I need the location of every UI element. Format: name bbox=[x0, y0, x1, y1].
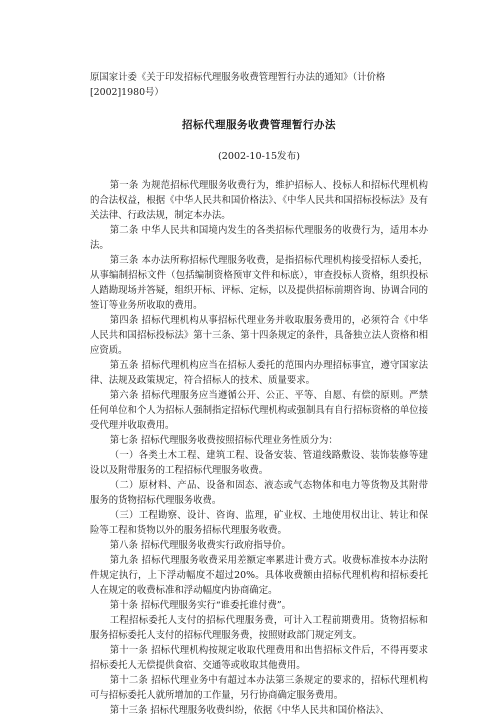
publish-date: (2002-10-15发布) bbox=[218, 151, 300, 162]
article-11: 第十一条 招标代理机构按规定收取代理费用和出售招标文件后，不得再要求招标委托人无偿提供食宿、交通等或收取其他费用。 bbox=[90, 645, 428, 671]
article-7-item-3: （三）工程勘察、设计、咨询、监理，矿业权、土地使用权出让、转让和保险等工程和货物以外的服务招标代理服务收费。 bbox=[90, 510, 428, 536]
article-5: 第五条 招标代理机构应当在招标人委托的范围内办理招标事宜，遵守国家法律、法规及政策规定，符合招标人的技术、质量要求。 bbox=[90, 360, 428, 386]
article-12: 第十二条 招标代理业务中有超过本办法第三条规定的要求的，招标代理机构可与招标委托人就所增加的工作量，另行协商确定服务费用。 bbox=[90, 675, 428, 701]
header-reference: 原国家计委《关于印发招标代理服务收费管理暂行办法的通知》（计价格[2002]1980号） bbox=[90, 72, 386, 98]
article-4: 第四条 招标代理机构从事招标代理业务并收取服务费用的，必须符合《中华人民共和国招标投标法》第十三条、第十四条规定的条件，具备独立法人资格和相应资质。 bbox=[90, 315, 428, 356]
article-13: 第十三条 招标代理服务收费纠纷，依据《中华人民共和国价格法》、 bbox=[109, 705, 390, 716]
article-9: 第九条 招标代理服务收费采用差额定率累进计费方式。收费标准按本办法附件规定执行，上下浮动幅度不超过20%。具体收费额由招标代理机构和招标委托人在规定的收费标准和浮动幅度内协商确定。 bbox=[90, 555, 428, 596]
article-7-item-2: （二）原材料、产品、设备和固态、液态或气态物体和电力等货物及其附带服务的货物招标代理服务收费。 bbox=[90, 480, 428, 506]
article-10: 第十条 招标代理服务实行“谁委托谁付费”。 bbox=[109, 600, 292, 611]
document-title: 招标代理服务收费管理暂行办法 bbox=[182, 119, 336, 131]
article-3: 第三条 本办法所称招标代理服务收费，是指招标代理机构接受招标人委托，从事编制招标文件（包括编制资格预审文件和标底），审查投标人资格，组织投标人踏勘现场并答疑，组织开标、评标、定标，以及提供招标前期咨询、协调合同的签订等业务所收取的费用。 bbox=[90, 255, 428, 311]
article-1: 第一条 为规范招标代理服务收费行为，维护招标人、投标人和招标代理机构的合法权益，根据《中华人民共和国价格法》、《中华人民共和国招标投标法》及有关法律、行政法规，制定本办法。 bbox=[90, 180, 428, 221]
article-10-note: 工程招标委托人支付的招标代理服务费，可计入工程前期费用。货物招标和服务招标委托人支付的招标代理服务费，按照财政部门规定列支。 bbox=[90, 615, 428, 641]
article-2: 第二条 中华人民共和国境内发生的各类招标代理服务的收费行为，适用本办法。 bbox=[90, 225, 428, 251]
article-8: 第八条 招标代理服务收费实行政府指导价。 bbox=[109, 540, 291, 551]
article-6: 第六条 招标代理服务应当遵循公开、公正、平等、自愿、有偿的原则。严禁任何单位和个人为招标人强制指定招标代理机构或强制具有自行招标资格的单位接受代理并收取费用。 bbox=[90, 390, 428, 431]
article-7: 第七条 招标代理服务收费按照招标代理业务性质分为： bbox=[109, 435, 338, 446]
article-7-item-1: （一）各类土木工程、建筑工程、设备安装、管道线路敷设、装饰装修等建设以及附带服务的工程招标代理服务收费。 bbox=[90, 450, 428, 476]
